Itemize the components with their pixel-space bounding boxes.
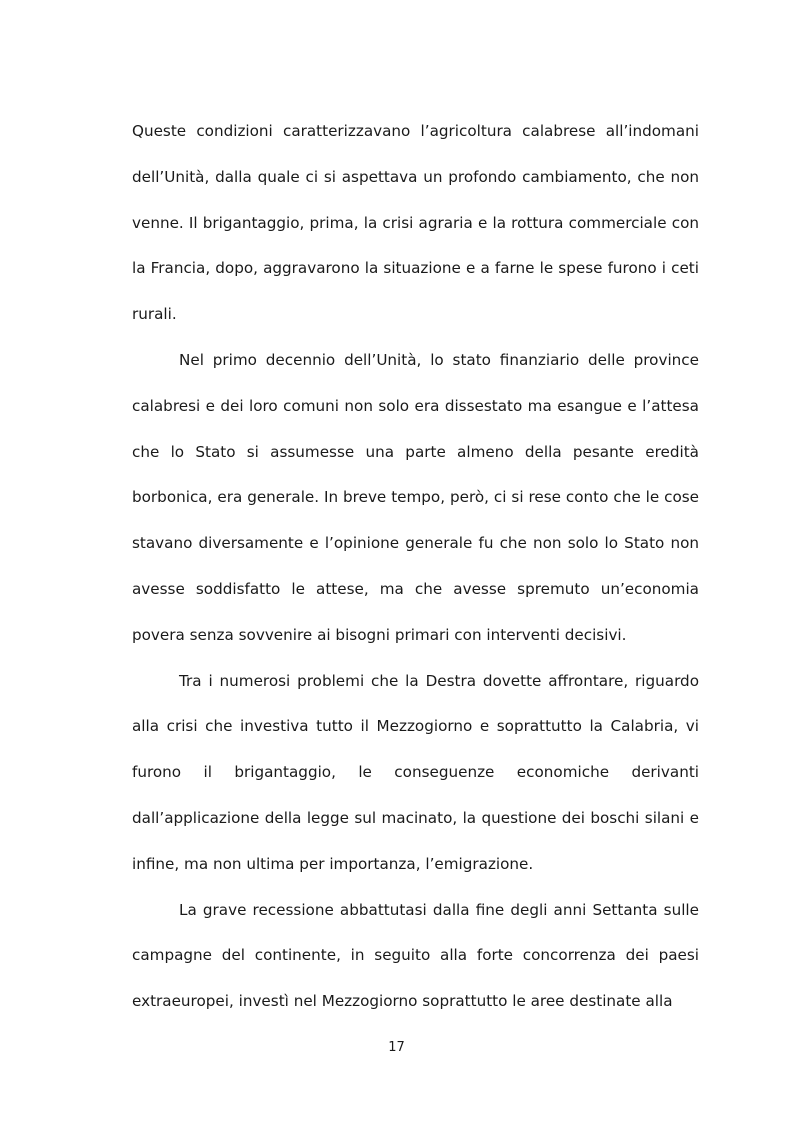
- body-text: [132, 109, 699, 1025]
- paragraph-2: Nel primo decennio dell’Unità, lo stato finanziario delle province calabresi e dei loro comuni non solo era dissestato ma esangue e l’attesa che lo Stato si assumesse una parte almeno della pesante eredità borbonica, era generale. In breve tempo, però, ci si rese conto che le cose stavano diversamente e l’opinione generale fu che non solo lo Stato non avesse soddisfatto le attese, ma che avesse spremuto un’economia povera senza sovvenire ai bisogni primari con interventi decisivi.: [132, 350, 699, 644]
- page-number: 17: [388, 1040, 405, 1055]
- paragraph-4: La grave recessione abbattutasi dalla fine degli anni Settanta sulle campagne del continente, in seguito alla forte concorrenza dei paesi extraeuropei, investì nel Mezzogiorno soprattutto le aree destinate alla: [132, 900, 699, 1011]
- paragraph-3: Tra i numerosi problemi che la Destra dovette affrontare, riguardo alla crisi che investiva tutto il Mezzogiorno e soprattutto la Calabria, vi furono il brigantaggio, le conseguenze economiche derivanti dall’applicazione della legge sul macinato, la questione dei boschi silani e infine, ma non ultima per importanza, l’emigrazione.: [132, 671, 699, 873]
- paragraph-1: Queste condizioni caratterizzavano l’agricoltura calabrese all’indomani dell’Unità, dalla quale ci si aspettava un profondo cambiamento, che non venne. Il brigantaggio, prima, la crisi agraria e la rottura commerciale con la Francia, dopo, aggravarono la situazione e a farne le spese furono i ceti rurali.: [132, 122, 699, 324]
